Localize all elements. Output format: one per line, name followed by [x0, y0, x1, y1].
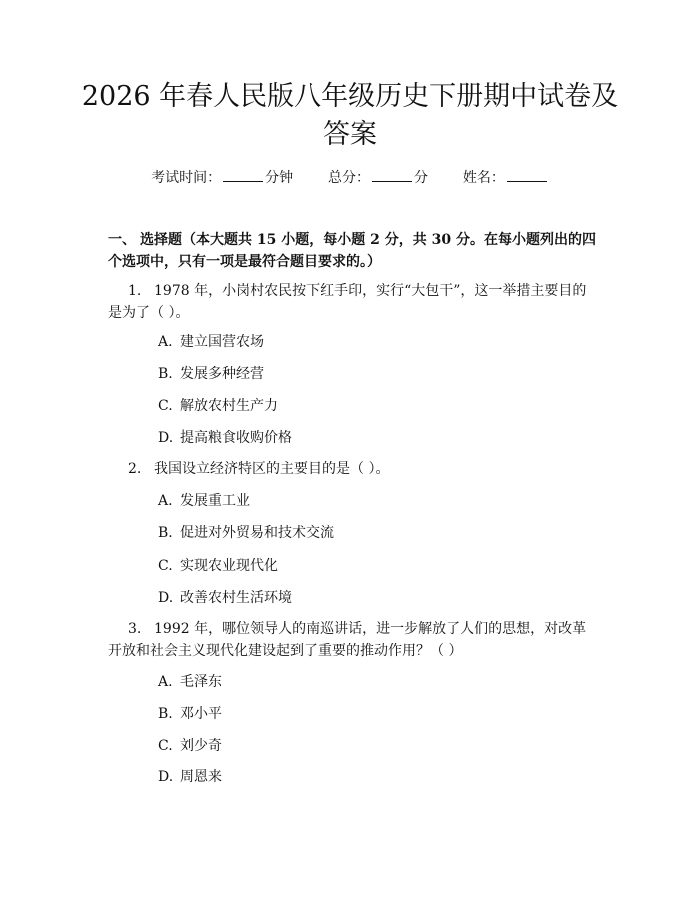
option-text: 周恩来: [180, 769, 222, 785]
score-unit: 分: [414, 170, 428, 186]
option-label: A.: [158, 334, 173, 350]
option-text: 发展多种经营: [180, 366, 264, 382]
q3-option-a: [158, 672, 222, 692]
option-label: B.: [158, 366, 173, 382]
q1-option-c: [158, 396, 278, 416]
q2-option-a: [158, 491, 250, 511]
q3-option-c: [158, 736, 222, 756]
exam-meta-line: [0, 168, 700, 188]
question-text: 1992 年，哪位领导人的南巡讲话，进一步解放了人们的思想，对改革开放和社会主义现代化建设起到了重要的推动作用？（ ）: [108, 621, 587, 659]
section-text: 选择题（本大题共 15 小题，每小题 2 分，共 30 分。在每小题列出的四个选项中，只有一项是最符合题目要求的。）: [108, 232, 596, 270]
section-heading: [108, 229, 598, 273]
time-blank: [223, 168, 263, 182]
option-text: 毛泽东: [180, 674, 222, 690]
name-blank: [507, 168, 547, 182]
option-label: C.: [158, 558, 173, 574]
question-2: [108, 458, 598, 480]
q3-option-d: [158, 767, 222, 787]
question-number: 3.: [128, 621, 142, 637]
score-blank: [372, 168, 412, 182]
option-label: C.: [158, 398, 173, 414]
question-text: 1978 年，小岗村农民按下红手印，实行“大包干”，这一举措主要目的是为了（ ）。: [108, 283, 587, 321]
option-text: 邓小平: [180, 706, 222, 722]
option-label: A.: [158, 493, 173, 509]
option-label: B.: [158, 525, 173, 541]
q1-option-a: [158, 332, 264, 352]
exam-title: 2026 年春人民版八年级历史下册期中试卷及答案: [81, 81, 619, 150]
name-label: 姓名：: [462, 170, 505, 186]
time-unit: 分钟: [265, 170, 294, 186]
q1-option-b: [158, 364, 264, 384]
question-number: 2.: [128, 461, 142, 477]
option-label: D.: [158, 430, 174, 446]
option-label: A.: [158, 674, 173, 690]
option-text: 解放农村生产力: [180, 398, 278, 414]
q3-option-b: [158, 704, 222, 724]
question-1: [108, 280, 598, 324]
option-label: C.: [158, 738, 173, 754]
option-text: 改善农村生活环境: [180, 590, 292, 606]
question-text: 我国设立经济特区的主要目的是（ ）。: [154, 461, 390, 477]
score-label: 总分：: [328, 170, 370, 186]
q2-option-b: [158, 523, 334, 543]
option-text: 发展重工业: [180, 493, 250, 509]
q1-option-d: [158, 428, 292, 448]
option-label: B.: [158, 706, 173, 722]
option-label: D.: [158, 769, 174, 785]
question-number: 1.: [128, 283, 142, 299]
section-number: 一、: [108, 232, 136, 248]
option-text: 实现农业现代化: [180, 558, 278, 574]
option-text: 提高粮食收购价格: [180, 430, 292, 446]
q2-option-d: [158, 588, 292, 608]
q2-option-c: [158, 556, 278, 576]
option-label: D.: [158, 590, 174, 606]
question-3: [108, 618, 598, 662]
option-text: 促进对外贸易和技术交流: [180, 525, 334, 541]
time-label: 考试时间：: [151, 170, 222, 186]
option-text: 建立国营农场: [180, 334, 264, 350]
option-text: 刘少奇: [180, 738, 222, 754]
